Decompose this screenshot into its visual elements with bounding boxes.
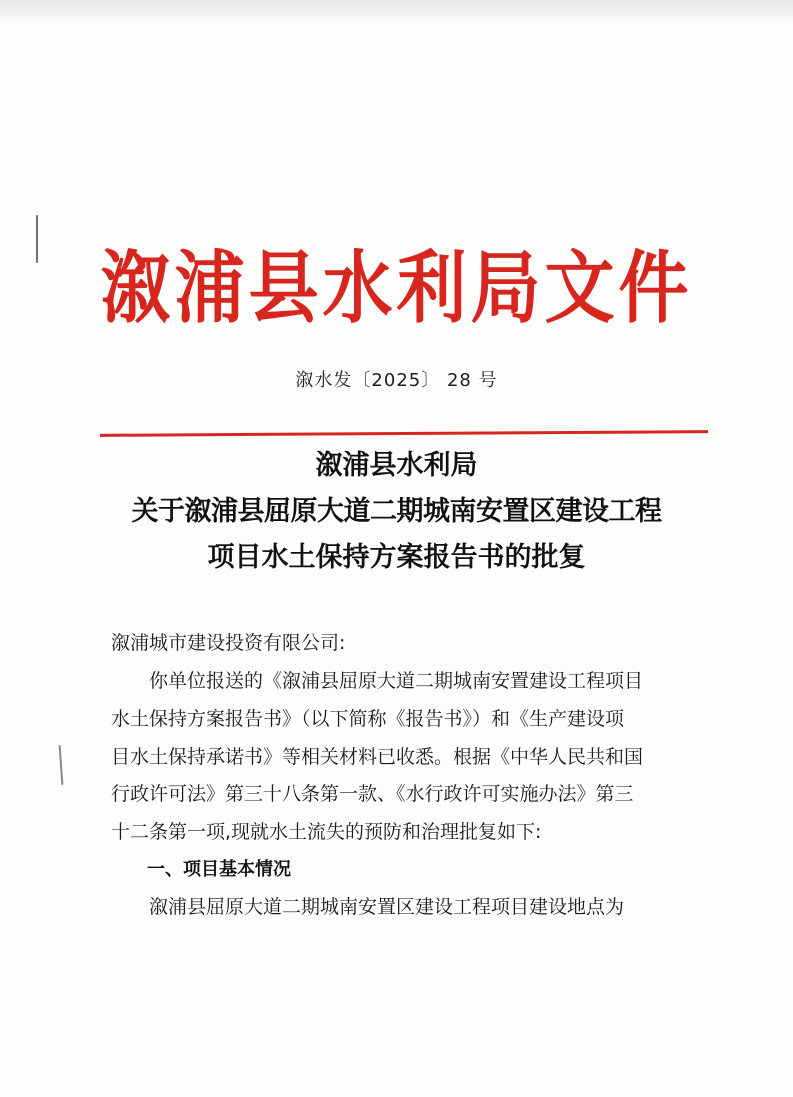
masthead-title: 溆浦县水利局文件 [100,242,693,334]
title-line-1: 溆浦县水利局 [315,450,478,481]
body-line-3: 目水土保持承诺书》等相关材料已收悉。根据《中华人民共和国 [111,746,644,768]
title-line-2: 关于溆浦县屈原大道二期城南安置区建设工程 [131,496,662,527]
title-line-3: 项目水土保持方案报告书的批复 [207,542,586,573]
scan-shadow [0,0,793,26]
body-line-5: 十二条第一项,现就水土流失的预防和治理批复如下: [111,821,542,843]
addressee: 溆浦城市建设投资有限公司: [111,632,346,654]
section-heading: 一、项目基本情况 [147,859,291,880]
body-line-1: 你单位报送的《溆浦县屈原大道二期城南安置建设工程项目 [149,670,644,692]
scan-mark [59,745,64,785]
red-divider [100,430,708,437]
section-body-line: 溆浦县屈原大道二期城南安置区建设工程项目建设地点为 [149,896,625,918]
body-line-2: 水土保持方案报告书》（以下简称《报告书》）和《生产建设项 [111,708,625,730]
body-line-4: 行政许可法》第三十八条第一款、《水行政许可实施办法》第三 [111,783,634,805]
document-number: 溆水发〔2025〕 28 号 [295,370,498,391]
